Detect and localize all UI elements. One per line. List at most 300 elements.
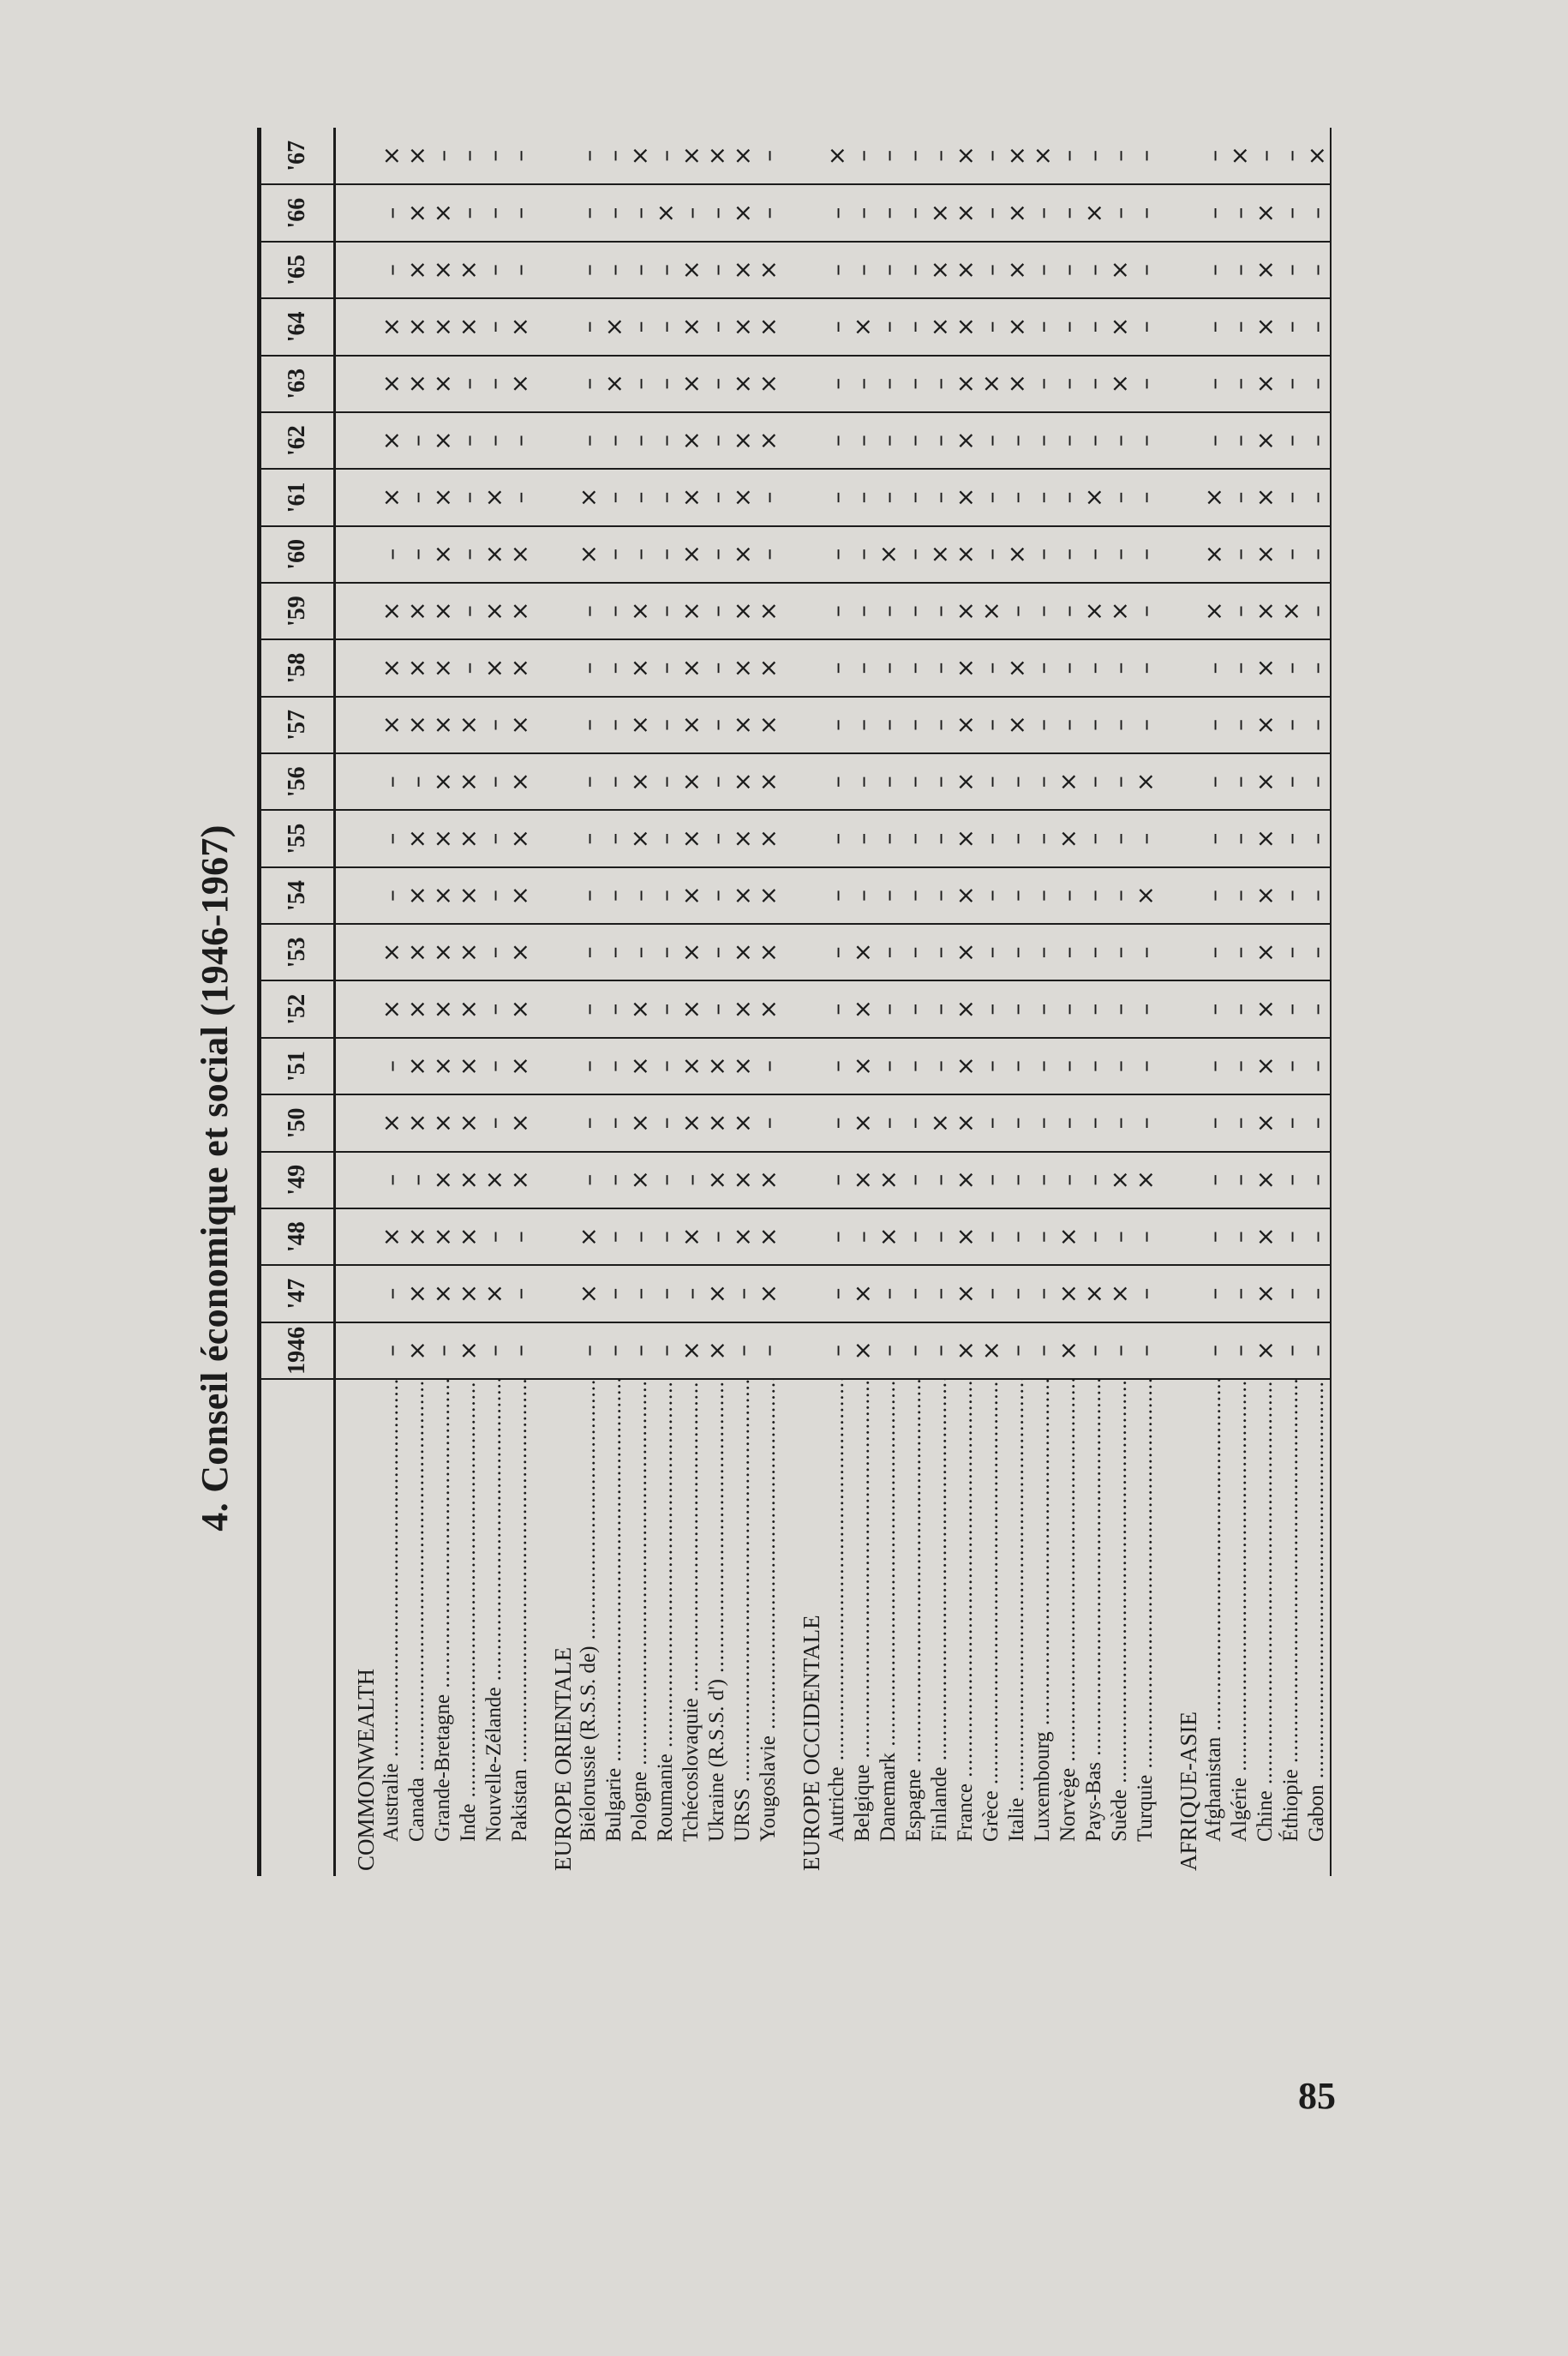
non-member-mark: –: [1304, 583, 1331, 639]
member-mark: ×: [1004, 526, 1030, 583]
empty-cell: [335, 184, 380, 241]
empty-cell: [335, 924, 380, 980]
non-member-mark: –: [979, 639, 1004, 696]
member-mark: ×: [953, 810, 979, 866]
empty-cell: [533, 298, 576, 355]
empty-cell: [781, 924, 824, 980]
member-mark: ×: [1081, 469, 1107, 525]
member-mark: ×: [679, 583, 704, 639]
empty-cell: [533, 753, 576, 810]
table-row: [953, 128, 979, 1876]
non-member-mark: –: [979, 242, 1004, 298]
non-member-mark: –: [1304, 184, 1331, 241]
member-mark: ×: [1004, 184, 1030, 241]
non-member-mark: –: [576, 980, 601, 1037]
member-mark: ×: [404, 697, 430, 753]
non-member-mark: –: [1278, 753, 1304, 810]
non-member-mark: –: [601, 810, 627, 866]
non-member-mark: –: [379, 184, 404, 241]
non-member-mark: –: [824, 1322, 850, 1379]
empty-cell: [335, 298, 380, 355]
empty-cell: [533, 697, 576, 753]
member-mark: ×: [953, 1265, 979, 1322]
non-member-mark: –: [1133, 184, 1158, 241]
non-member-mark: –: [824, 412, 850, 469]
member-mark: ×: [576, 1208, 601, 1265]
non-member-mark: –: [653, 924, 679, 980]
non-member-mark: –: [824, 867, 850, 924]
country-name: Pays-Bas .....: [1081, 1379, 1107, 1876]
member-mark: ×: [507, 583, 533, 639]
empty-cell: [533, 1265, 576, 1322]
member-mark: ×: [679, 469, 704, 525]
non-member-mark: –: [1227, 184, 1253, 241]
non-member-mark: –: [1278, 356, 1304, 412]
member-mark: ×: [456, 1038, 482, 1094]
non-member-mark: –: [1030, 469, 1056, 525]
non-member-mark: –: [1227, 1208, 1253, 1265]
country-name: Finlande .....: [927, 1379, 953, 1876]
non-member-mark: –: [1227, 1038, 1253, 1094]
member-mark: ×: [730, 639, 756, 696]
empty-cell: [1158, 639, 1201, 696]
member-mark: ×: [1201, 526, 1227, 583]
member-mark: ×: [679, 356, 704, 412]
member-mark: ×: [1253, 242, 1278, 298]
member-mark: ×: [507, 697, 533, 753]
non-member-mark: –: [1227, 753, 1253, 810]
member-mark: ×: [756, 298, 781, 355]
non-member-mark: –: [704, 1208, 730, 1265]
empty-cell: [1158, 469, 1201, 525]
non-member-mark: –: [1081, 128, 1107, 184]
non-member-mark: –: [1201, 1094, 1227, 1151]
non-member-mark: –: [1201, 128, 1227, 184]
non-member-mark: –: [850, 639, 876, 696]
country-name: Bulgarie .....: [601, 1379, 627, 1876]
non-member-mark: –: [576, 583, 601, 639]
non-member-mark: –: [1081, 1322, 1107, 1379]
member-mark: ×: [730, 412, 756, 469]
non-member-mark: –: [627, 298, 653, 355]
table-row: [1253, 128, 1278, 1876]
member-mark: ×: [953, 583, 979, 639]
country-name: Grèce .....: [979, 1379, 1004, 1876]
year-header: '61: [260, 469, 335, 525]
non-member-mark: –: [1107, 1322, 1133, 1379]
non-member-mark: –: [576, 356, 601, 412]
member-mark: ×: [756, 356, 781, 412]
non-member-mark: –: [1201, 867, 1227, 924]
member-mark: ×: [507, 298, 533, 355]
member-mark: ×: [1253, 526, 1278, 583]
non-member-mark: –: [901, 924, 927, 980]
non-member-mark: –: [927, 469, 953, 525]
empty-cell: [781, 810, 824, 866]
member-mark: ×: [679, 753, 704, 810]
non-member-mark: –: [927, 753, 953, 810]
member-mark: ×: [679, 867, 704, 924]
non-member-mark: –: [704, 980, 730, 1037]
country-name: Nouvelle-Zélande .....: [482, 1379, 507, 1876]
non-member-mark: –: [1227, 1265, 1253, 1322]
empty-cell: [1158, 1265, 1201, 1322]
non-member-mark: –: [1133, 1322, 1158, 1379]
member-mark: ×: [601, 298, 627, 355]
non-member-mark: –: [482, 298, 507, 355]
member-mark: ×: [1107, 1152, 1133, 1208]
non-member-mark: –: [850, 867, 876, 924]
non-member-mark: –: [507, 1208, 533, 1265]
member-mark: ×: [430, 753, 456, 810]
member-mark: ×: [1253, 1322, 1278, 1379]
non-member-mark: –: [1056, 867, 1081, 924]
non-member-mark: –: [876, 128, 901, 184]
non-member-mark: –: [1278, 867, 1304, 924]
empty-cell: [335, 1322, 380, 1379]
non-member-mark: –: [704, 356, 730, 412]
non-member-mark: –: [876, 1038, 901, 1094]
non-member-mark: –: [1056, 242, 1081, 298]
non-member-mark: –: [901, 639, 927, 696]
non-member-mark: –: [1030, 1038, 1056, 1094]
non-member-mark: –: [901, 298, 927, 355]
non-member-mark: –: [1304, 753, 1331, 810]
non-member-mark: –: [1030, 753, 1056, 810]
empty-cell: [1158, 980, 1201, 1037]
non-member-mark: –: [927, 356, 953, 412]
table-row: [1278, 128, 1304, 1876]
member-mark: ×: [876, 526, 901, 583]
member-mark: ×: [627, 1152, 653, 1208]
non-member-mark: –: [1227, 867, 1253, 924]
non-member-mark: –: [1201, 1038, 1227, 1094]
non-member-mark: –: [901, 1038, 927, 1094]
non-member-mark: –: [601, 242, 627, 298]
non-member-mark: –: [876, 242, 901, 298]
member-mark: ×: [430, 1094, 456, 1151]
member-mark: ×: [953, 128, 979, 184]
non-member-mark: –: [979, 1094, 1004, 1151]
table-row: [824, 128, 850, 1876]
non-member-mark: –: [704, 469, 730, 525]
member-mark: ×: [1004, 639, 1030, 696]
non-member-mark: –: [824, 242, 850, 298]
member-mark: ×: [953, 924, 979, 980]
year-header: '57: [260, 697, 335, 753]
member-mark: ×: [627, 980, 653, 1037]
country-name: Ukraine (R.S.S. d') .....: [704, 1379, 730, 1876]
non-member-mark: –: [576, 753, 601, 810]
non-member-mark: –: [901, 1094, 927, 1151]
non-member-mark: –: [1030, 356, 1056, 412]
non-member-mark: –: [1081, 924, 1107, 980]
non-member-mark: –: [1056, 184, 1081, 241]
member-mark: ×: [379, 639, 404, 696]
non-member-mark: –: [1133, 583, 1158, 639]
member-mark: ×: [1081, 184, 1107, 241]
member-mark: ×: [927, 1094, 953, 1151]
non-member-mark: –: [379, 1265, 404, 1322]
member-mark: ×: [456, 810, 482, 866]
member-mark: ×: [379, 924, 404, 980]
non-member-mark: –: [704, 639, 730, 696]
non-member-mark: –: [1004, 412, 1030, 469]
non-member-mark: –: [1133, 980, 1158, 1037]
non-member-mark: –: [1133, 1208, 1158, 1265]
member-mark: ×: [679, 298, 704, 355]
non-member-mark: –: [576, 1152, 601, 1208]
non-member-mark: –: [1304, 1038, 1331, 1094]
member-mark: ×: [756, 810, 781, 866]
non-member-mark: –: [601, 1208, 627, 1265]
non-member-mark: –: [627, 469, 653, 525]
member-mark: ×: [953, 980, 979, 1037]
member-mark: ×: [756, 242, 781, 298]
empty-cell: [335, 1038, 380, 1094]
member-mark: ×: [430, 697, 456, 753]
non-member-mark: –: [404, 469, 430, 525]
empty-cell: [781, 867, 824, 924]
empty-cell: [533, 980, 576, 1037]
table-row: [379, 128, 404, 1876]
member-mark: ×: [404, 1208, 430, 1265]
non-member-mark: –: [1004, 1265, 1030, 1322]
empty-cell: [781, 1208, 824, 1265]
member-mark: ×: [507, 753, 533, 810]
country-name: Éthiopie .....: [1278, 1379, 1304, 1876]
non-member-mark: –: [601, 412, 627, 469]
member-mark: ×: [979, 356, 1004, 412]
non-member-mark: –: [601, 1094, 627, 1151]
non-member-mark: –: [1107, 128, 1133, 184]
country-column-header: [260, 1379, 335, 1876]
member-mark: ×: [730, 469, 756, 525]
member-mark: ×: [379, 412, 404, 469]
member-mark: ×: [430, 412, 456, 469]
non-member-mark: –: [704, 697, 730, 753]
non-member-mark: –: [627, 184, 653, 241]
non-member-mark: –: [979, 184, 1004, 241]
non-member-mark: –: [482, 356, 507, 412]
member-mark: ×: [730, 810, 756, 866]
non-member-mark: –: [379, 1152, 404, 1208]
non-member-mark: –: [653, 980, 679, 1037]
table-row: [1107, 128, 1133, 1876]
country-name: URSS .....: [730, 1379, 756, 1876]
non-member-mark: –: [679, 1152, 704, 1208]
member-mark: ×: [953, 526, 979, 583]
non-member-mark: –: [927, 1208, 953, 1265]
non-member-mark: –: [627, 242, 653, 298]
non-member-mark: –: [927, 639, 953, 696]
member-mark: ×: [379, 1094, 404, 1151]
non-member-mark: –: [704, 753, 730, 810]
non-member-mark: –: [979, 526, 1004, 583]
member-mark: ×: [430, 298, 456, 355]
member-mark: ×: [730, 356, 756, 412]
non-member-mark: –: [876, 810, 901, 866]
year-header: '53: [260, 924, 335, 980]
non-member-mark: –: [653, 583, 679, 639]
year-header: '55: [260, 810, 335, 866]
non-member-mark: –: [379, 753, 404, 810]
non-member-mark: –: [653, 810, 679, 866]
member-mark: ×: [1107, 1265, 1133, 1322]
member-mark: ×: [1253, 1094, 1278, 1151]
non-member-mark: –: [1201, 184, 1227, 241]
member-mark: ×: [953, 1152, 979, 1208]
member-mark: ×: [1056, 1322, 1081, 1379]
member-mark: ×: [456, 298, 482, 355]
year-header: '49: [260, 1152, 335, 1208]
country-name: Roumanie .....: [653, 1379, 679, 1876]
empty-cell: [781, 1038, 824, 1094]
non-member-mark: –: [482, 1038, 507, 1094]
country-name: Luxembourg .....: [1030, 1379, 1056, 1876]
non-member-mark: –: [601, 1322, 627, 1379]
member-mark: ×: [482, 1152, 507, 1208]
non-member-mark: –: [1278, 184, 1304, 241]
empty-cell: [1158, 1038, 1201, 1094]
member-mark: ×: [1133, 1152, 1158, 1208]
non-member-mark: –: [482, 412, 507, 469]
non-member-mark: –: [482, 128, 507, 184]
member-mark: ×: [730, 1208, 756, 1265]
non-member-mark: –: [1030, 924, 1056, 980]
member-mark: ×: [1253, 412, 1278, 469]
non-member-mark: –: [1201, 1265, 1227, 1322]
non-member-mark: –: [1278, 242, 1304, 298]
non-member-mark: –: [482, 753, 507, 810]
member-mark: ×: [730, 128, 756, 184]
non-member-mark: –: [1107, 184, 1133, 241]
non-member-mark: –: [979, 1038, 1004, 1094]
non-member-mark: –: [482, 697, 507, 753]
member-mark: ×: [507, 1094, 533, 1151]
non-member-mark: –: [1030, 1322, 1056, 1379]
non-member-mark: –: [756, 128, 781, 184]
non-member-mark: –: [1133, 242, 1158, 298]
non-member-mark: –: [482, 924, 507, 980]
member-mark: ×: [953, 1208, 979, 1265]
non-member-mark: –: [1030, 980, 1056, 1037]
table-row: [1133, 128, 1158, 1876]
non-member-mark: –: [824, 526, 850, 583]
non-member-mark: –: [1304, 412, 1331, 469]
member-mark: ×: [1227, 128, 1253, 184]
member-mark: ×: [1107, 356, 1133, 412]
member-mark: ×: [430, 1265, 456, 1322]
non-member-mark: –: [1201, 924, 1227, 980]
member-mark: ×: [1004, 697, 1030, 753]
country-name: Pologne .....: [627, 1379, 653, 1876]
non-member-mark: –: [1201, 356, 1227, 412]
non-member-mark: –: [456, 583, 482, 639]
non-member-mark: –: [653, 1322, 679, 1379]
member-mark: ×: [756, 697, 781, 753]
non-member-mark: –: [1004, 810, 1030, 866]
member-mark: ×: [404, 980, 430, 1037]
non-member-mark: –: [1056, 697, 1081, 753]
non-member-mark: –: [404, 753, 430, 810]
country-name: Gabon .....: [1304, 1379, 1331, 1876]
empty-cell: [1158, 924, 1201, 980]
non-member-mark: –: [507, 469, 533, 525]
non-member-mark: –: [979, 128, 1004, 184]
empty-cell: [781, 298, 824, 355]
non-member-mark: –: [1030, 1094, 1056, 1151]
non-member-mark: –: [850, 242, 876, 298]
member-mark: ×: [876, 1208, 901, 1265]
non-member-mark: –: [1107, 412, 1133, 469]
non-member-mark: –: [1081, 412, 1107, 469]
empty-cell: [533, 469, 576, 525]
non-member-mark: –: [850, 1208, 876, 1265]
member-mark: ×: [1278, 583, 1304, 639]
non-member-mark: –: [1081, 1038, 1107, 1094]
non-member-mark: –: [927, 867, 953, 924]
non-member-mark: –: [1278, 924, 1304, 980]
non-member-mark: –: [679, 1265, 704, 1322]
non-member-mark: –: [927, 1152, 953, 1208]
non-member-mark: –: [704, 583, 730, 639]
non-member-mark: –: [456, 128, 482, 184]
non-member-mark: –: [507, 412, 533, 469]
member-mark: ×: [756, 924, 781, 980]
non-member-mark: –: [1056, 298, 1081, 355]
non-member-mark: –: [379, 526, 404, 583]
member-mark: ×: [1253, 810, 1278, 866]
member-mark: ×: [679, 810, 704, 866]
member-mark: ×: [1253, 924, 1278, 980]
non-member-mark: –: [507, 184, 533, 241]
empty-cell: [335, 1094, 380, 1151]
non-member-mark: –: [1004, 924, 1030, 980]
member-mark: ×: [430, 356, 456, 412]
non-member-mark: –: [1056, 639, 1081, 696]
non-member-mark: –: [482, 980, 507, 1037]
non-member-mark: –: [704, 184, 730, 241]
non-member-mark: –: [824, 697, 850, 753]
member-mark: ×: [704, 1322, 730, 1379]
member-mark: ×: [482, 526, 507, 583]
member-mark: ×: [730, 242, 756, 298]
non-member-mark: –: [1056, 526, 1081, 583]
member-mark: ×: [627, 583, 653, 639]
non-member-mark: –: [1304, 356, 1331, 412]
country-name: Canada .....: [404, 1379, 430, 1876]
non-member-mark: –: [901, 128, 927, 184]
non-member-mark: –: [430, 128, 456, 184]
member-mark: ×: [756, 639, 781, 696]
year-header: '63: [260, 356, 335, 412]
group-name: EUROPE OCCIDENTALE: [799, 1615, 824, 1871]
member-mark: ×: [1133, 753, 1158, 810]
year-header: '52: [260, 980, 335, 1037]
non-member-mark: –: [824, 753, 850, 810]
non-member-mark: –: [824, 184, 850, 241]
non-member-mark: –: [1107, 469, 1133, 525]
non-member-mark: –: [901, 184, 927, 241]
non-member-mark: –: [576, 1038, 601, 1094]
non-member-mark: –: [756, 1038, 781, 1094]
non-member-mark: –: [576, 639, 601, 696]
member-mark: ×: [927, 298, 953, 355]
non-member-mark: –: [876, 412, 901, 469]
non-member-mark: –: [979, 412, 1004, 469]
empty-cell: [1158, 1094, 1201, 1151]
